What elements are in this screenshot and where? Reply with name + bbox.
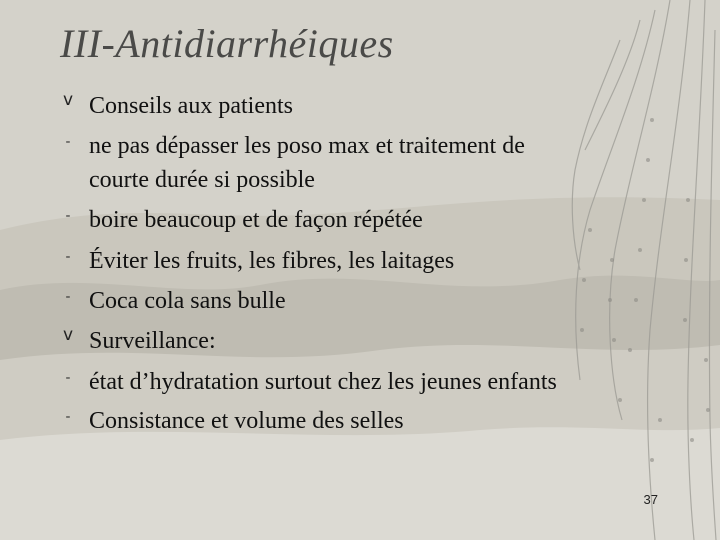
- list-item-text: Coca cola sans bulle: [89, 288, 286, 314]
- list-item-text: courte durée si possible: [89, 167, 315, 193]
- list-item-text: Conseils aux patients: [89, 93, 293, 119]
- checkmark-v-icon: v: [62, 325, 74, 345]
- list-item-text: Consistance et volume des selles: [89, 408, 404, 434]
- list-item-text: ne pas dépasser les poso max et traitement de: [89, 133, 525, 159]
- list-item-text: boire beaucoup et de façon répétée: [89, 207, 423, 233]
- dash-icon: -: [65, 208, 71, 223]
- dash-icon: -: [65, 370, 71, 385]
- page-number: 37: [643, 492, 658, 507]
- list-item-text: état d’hydratation surtout chez les jeunes enfants: [89, 369, 557, 395]
- dash-icon: -: [65, 289, 71, 304]
- dash-icon: -: [65, 134, 71, 149]
- dash-icon: -: [65, 409, 71, 424]
- checkmark-v-icon: v: [62, 90, 74, 110]
- slide-title: III-Antidiarrhéiques: [60, 21, 394, 66]
- list-item-text: Éviter les fruits, les fibres, les laitages: [89, 248, 455, 274]
- list-item-text: Surveillance:: [89, 328, 216, 354]
- dash-icon: -: [65, 249, 71, 264]
